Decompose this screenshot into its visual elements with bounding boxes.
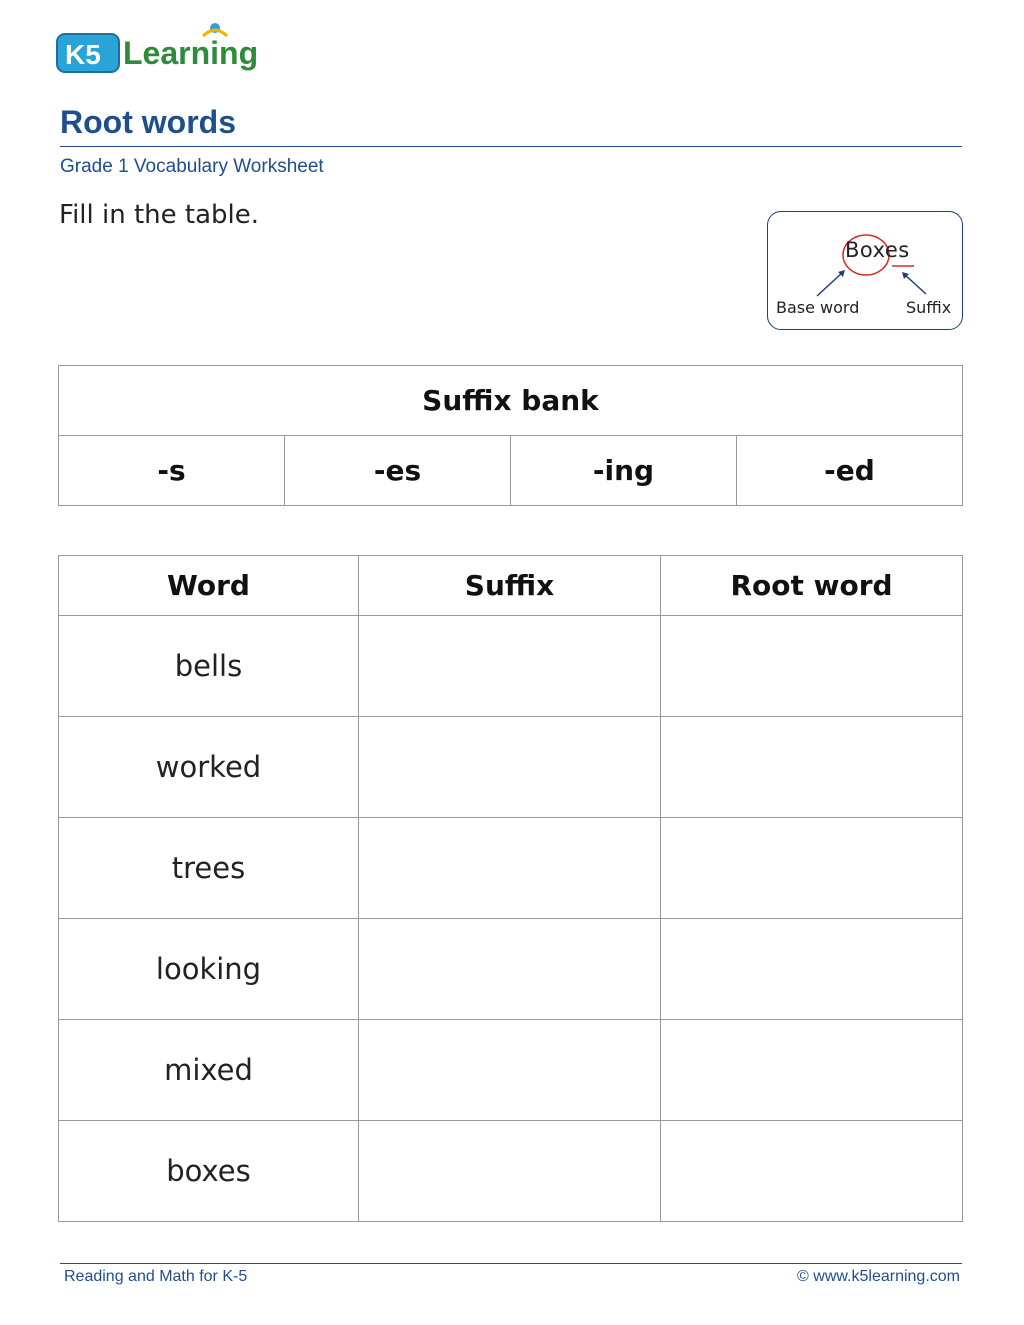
table-row <box>59 1121 963 1222</box>
header-root-word: Root word <box>661 556 963 616</box>
footer-website: © www.k5learning.com <box>797 1268 960 1285</box>
example-box <box>767 211 963 330</box>
footer-divider <box>60 1263 962 1264</box>
table-row <box>59 717 963 818</box>
table-row <box>59 919 963 1020</box>
table-row <box>59 818 963 919</box>
suffix-bank-title: Suffix bank <box>59 366 963 436</box>
root-answer-cell[interactable] <box>661 717 963 818</box>
root-answer-cell[interactable] <box>661 818 963 919</box>
header-suffix: Suffix <box>359 556 661 616</box>
table-row <box>59 1020 963 1121</box>
word-cell: worked <box>59 717 359 818</box>
table-row <box>59 616 963 717</box>
suffix-bank-item: -s <box>59 436 285 506</box>
suffix-answer-cell[interactable] <box>359 1020 661 1121</box>
suffix-answer-cell[interactable] <box>359 616 661 717</box>
suffix-bank-item: -ing <box>511 436 737 506</box>
suffix-answer-cell[interactable] <box>359 1121 661 1222</box>
suffix-bank-item: -ed <box>737 436 963 506</box>
example-base-label: Base word <box>776 298 860 317</box>
suffix-answer-cell[interactable] <box>359 717 661 818</box>
root-answer-cell[interactable] <box>661 1121 963 1222</box>
suffix-bank-table <box>58 365 963 506</box>
header-word: Word <box>59 556 359 616</box>
page-subtitle: Grade 1 Vocabulary Worksheet <box>60 156 324 177</box>
footer-tagline: Reading and Math for K-5 <box>64 1268 248 1285</box>
root-answer-cell[interactable] <box>661 1020 963 1121</box>
svg-text:K5: K5 <box>65 39 101 70</box>
k5-learning-logo <box>55 18 275 78</box>
title-divider <box>60 146 962 147</box>
word-cell: looking <box>59 919 359 1020</box>
word-table <box>58 555 963 1222</box>
example-word: Boxes <box>845 238 910 262</box>
suffix-answer-cell[interactable] <box>359 818 661 919</box>
example-suffix-label: Suffix <box>906 298 952 317</box>
suffix-answer-cell[interactable] <box>359 919 661 1020</box>
svg-text:Learning: Learning <box>123 35 259 71</box>
root-answer-cell[interactable] <box>661 919 963 1020</box>
root-answer-cell[interactable] <box>661 616 963 717</box>
word-cell: trees <box>59 818 359 919</box>
word-cell: boxes <box>59 1121 359 1222</box>
page-title: Root words <box>60 104 236 140</box>
instruction-text: Fill in the table. <box>59 200 260 230</box>
word-cell: bells <box>59 616 359 717</box>
word-cell: mixed <box>59 1020 359 1121</box>
suffix-bank-item: -es <box>285 436 511 506</box>
